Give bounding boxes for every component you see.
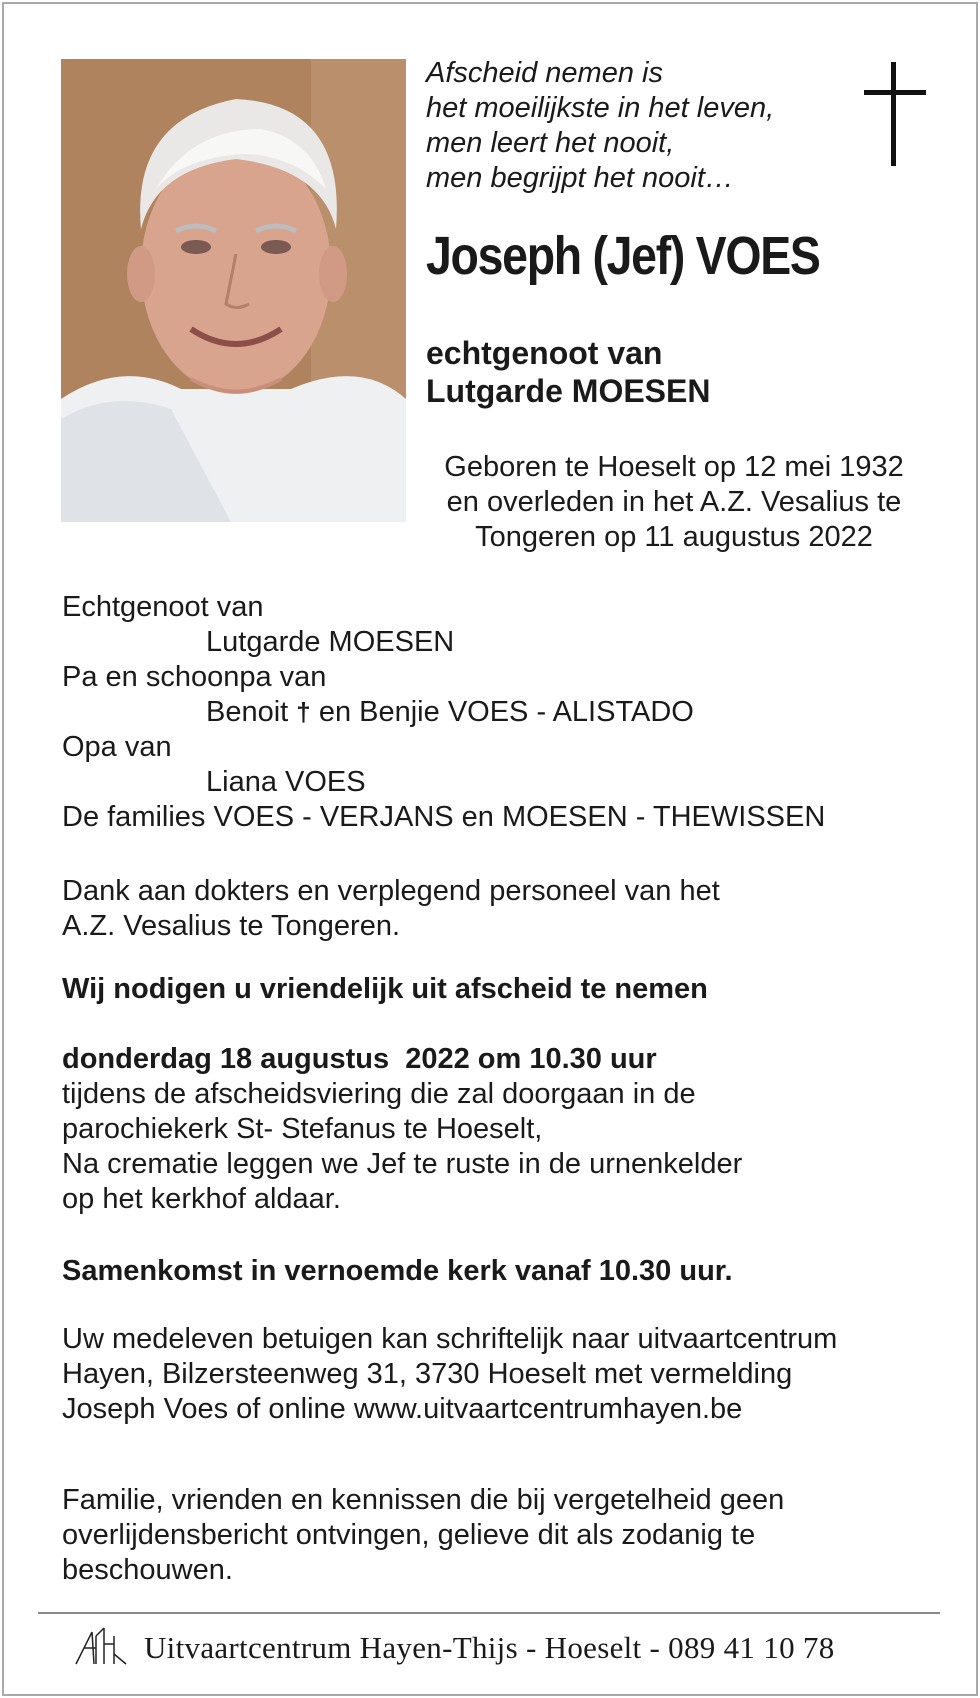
poem-line: men leert het nooit,	[426, 127, 675, 159]
family-grandchildren-label: Opa van	[62, 731, 172, 763]
family-spouse-label: Echtgenoot van	[62, 591, 264, 623]
service-date: donderdag 18 augustus 2022 om 10.30 uur	[62, 1043, 657, 1075]
birth-line: Tongeren op 11 augustus 2022	[475, 521, 873, 553]
deceased-cross-mark: †	[296, 697, 311, 727]
notice-line: beschouwen.	[62, 1554, 233, 1586]
notice-line: overlijdensbericht ontvingen, gelieve dit als zodanig te	[62, 1519, 756, 1551]
birth-line: Geboren te Hoeselt op 12 mei 1932	[444, 451, 904, 483]
poem-line: het moeilijkste in het leven,	[426, 92, 775, 124]
children-rest: en Benjie VOES - ALISTADO	[318, 696, 694, 728]
poem-line: Afscheid nemen is	[426, 57, 663, 89]
footer-contact: Uitvaartcentrum Hayen-Thijs - Hoeselt - 089 41 10 78	[144, 1630, 835, 1665]
portrait-photo	[61, 59, 406, 522]
obituary-card	[2, 2, 978, 1696]
service-details	[62, 1042, 742, 1217]
invitation-text: Wij nodigen u vriendelijk uit afscheid te nemen	[62, 973, 708, 1005]
child-name: Benoit	[206, 696, 289, 728]
thanks-line: A.Z. Vesalius te Tongeren.	[62, 910, 401, 942]
birth-line: en overleden in het A.Z. Vesalius te	[446, 486, 902, 518]
thanks-text	[62, 874, 720, 944]
family-children-names	[62, 695, 825, 730]
birth-death-info	[414, 450, 934, 555]
condolences-line: Uw medeleven betuigen kan schriftelijk naar uitvaartcentrum	[62, 1323, 838, 1355]
poem-line: men begrijpt het nooit…	[426, 162, 734, 194]
cross-icon	[864, 62, 926, 166]
condolences-line: Hayen, Bilzersteenweg 31, 3730 Hoeselt met vermelding	[62, 1358, 793, 1390]
family-children-label: Pa en schoonpa van	[62, 661, 327, 693]
spouse-heading	[426, 334, 710, 410]
notice-line: Familie, vrienden en kennissen die bij vergetelheid geen	[62, 1484, 785, 1516]
spouse-label: echtgenoot van	[426, 335, 663, 371]
funeral-home-logo-icon	[74, 1624, 128, 1666]
deceased-name: Joseph (Jef) VOES	[426, 226, 820, 286]
family-families: De families VOES - VERJANS en MOESEN - THEWISSEN	[62, 801, 826, 833]
condolences-text	[62, 1322, 837, 1427]
gathering-text: Samenkomst in vernoemde kerk vanaf 10.30 uur.	[62, 1255, 733, 1287]
spouse-name: Lutgarde MOESEN	[426, 373, 711, 409]
service-line: op het kerkhof aldaar.	[62, 1183, 341, 1215]
family-list	[62, 590, 825, 835]
poem	[426, 56, 846, 196]
footer-divider	[38, 1612, 940, 1614]
service-line: parochiekerk St- Stefanus te Hoeselt,	[62, 1113, 543, 1145]
condolences-line: Joseph Voes of online www.uitvaartcentrumhayen.be	[62, 1393, 743, 1425]
service-line: tijdens de afscheidsviering die zal doorgaan in de	[62, 1078, 696, 1110]
family-spouse-name: Lutgarde MOESEN	[206, 626, 455, 658]
notice-text	[62, 1483, 784, 1588]
thanks-line: Dank aan dokters en verplegend personeel van het	[62, 875, 720, 907]
family-grandchildren-name: Liana VOES	[206, 766, 366, 798]
service-line: Na crematie leggen we Jef te ruste in de urnenkelder	[62, 1148, 743, 1180]
